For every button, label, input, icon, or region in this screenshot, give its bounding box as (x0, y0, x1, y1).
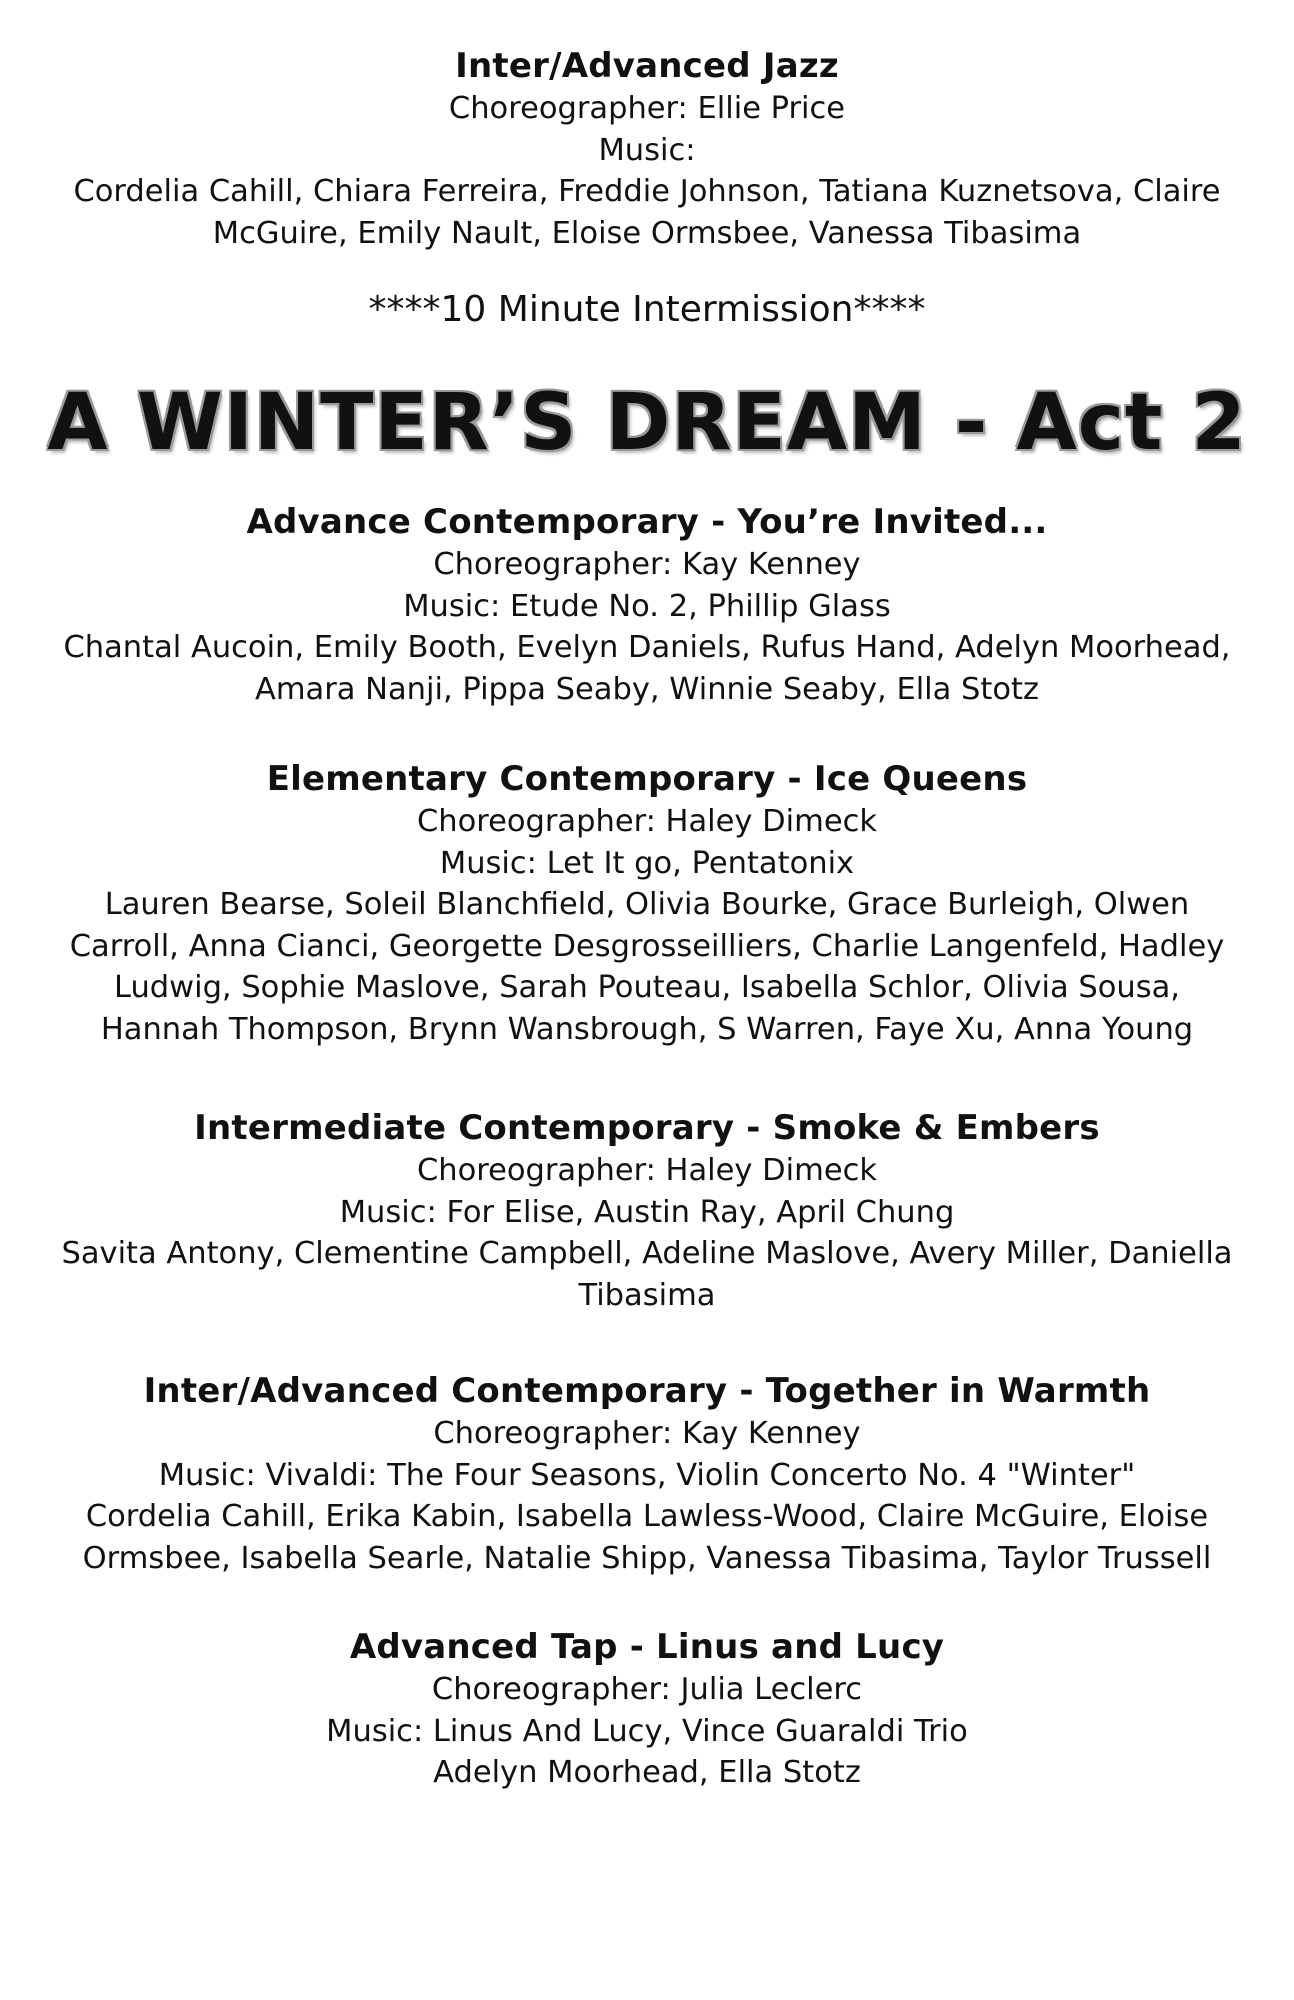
piece-choreographer: Choreographer: Kay Kenney (433, 547, 861, 582)
piece-cast: Adelyn Moorhead, Ella Stotz (433, 1755, 861, 1790)
piece-title: Advanced Tap - Linus and Lucy (349, 1627, 945, 1667)
piece-title: Inter/Advanced Contemporary - Together in Warmth (143, 1371, 1151, 1411)
program-piece-4 (47, 1369, 1247, 1579)
piece-choreographer: Choreographer: Haley Dimeck (416, 804, 878, 839)
piece-music: Music: Vivaldi: The Four Seasons, Violin Concerto No. 4 "Winter" (158, 1457, 1136, 1493)
piece-title: Advance Contemporary - You’re Invited... (246, 502, 1048, 542)
piece-music: Music: (598, 132, 696, 168)
piece-music: Music: Let It go, Pentatonix (439, 845, 855, 881)
intermission-notice: ****10 Minute Intermission**** (368, 289, 926, 330)
piece-cast: Savita Antony, Clementine Campbell, Adeline Maslove, Avery Miller, Daniella Tibasima (61, 1236, 1233, 1313)
piece-cast: Cordelia Cahill, Erika Kabin, Isabella Lawless-Wood, Claire McGuire, Eloise Ormsbee, Isabella Searle, Natalie Shipp, Vanessa Tibasima, Taylor Trussell (82, 1499, 1212, 1576)
program-piece-3 (47, 1106, 1247, 1316)
piece-cast: Chantal Aucoin, Emily Booth, Evelyn Daniels, Rufus Hand, Adelyn Moorhead, Amara Nanji, Pippa Seaby, Winnie Seaby, Ella Stotz (63, 630, 1231, 707)
program-piece-1 (47, 500, 1247, 710)
program-piece-5 (47, 1625, 1247, 1794)
piece-cast: Lauren Bearse, Soleil Blanchfield, Olivia Bourke, Grace Burleigh, Olwen Carroll, Anna Cianci, Georgette Desgrosseilliers, Charlie Langenfeld, Hadley Ludwig, Sophie Maslove, Sarah Pouteau, Isabella Schlor, Olivia Sousa, Hannah Thompson, Brynn Wansbrough, S Warren, Faye Xu, Anna Young (69, 887, 1225, 1047)
piece-title: Intermediate Contemporary - Smoke & Embers (194, 1108, 1100, 1148)
piece-music: Music: Linus And Lucy, Vince Guaraldi Trio (326, 1713, 968, 1749)
program-piece-jazz (47, 44, 1247, 254)
piece-cast: Cordelia Cahill, Chiara Ferreira, Freddie Johnson, Tatiana Kuznetsova, Claire McGuire, Emily Nault, Eloise Ormsbee, Vanessa Tibasima (73, 174, 1221, 251)
piece-title: Inter/Advanced Jazz (455, 46, 839, 86)
piece-choreographer: Choreographer: Haley Dimeck (416, 1153, 878, 1188)
piece-music: Music: Etude No. 2, Phillip Glass (403, 588, 891, 624)
piece-choreographer: Choreographer: Kay Kenney (433, 1416, 861, 1451)
piece-title: Elementary Contemporary - Ice Queens (266, 759, 1028, 799)
piece-music: Music: For Elise, Austin Ray, April Chung (339, 1194, 955, 1230)
piece-choreographer: Choreographer: Ellie Price (448, 91, 846, 126)
piece-choreographer: Choreographer: Julia Leclerc (431, 1672, 863, 1707)
act-title: A WINTER’S DREAM - Act 2 (47, 378, 1247, 468)
program-piece-2 (47, 757, 1247, 1050)
